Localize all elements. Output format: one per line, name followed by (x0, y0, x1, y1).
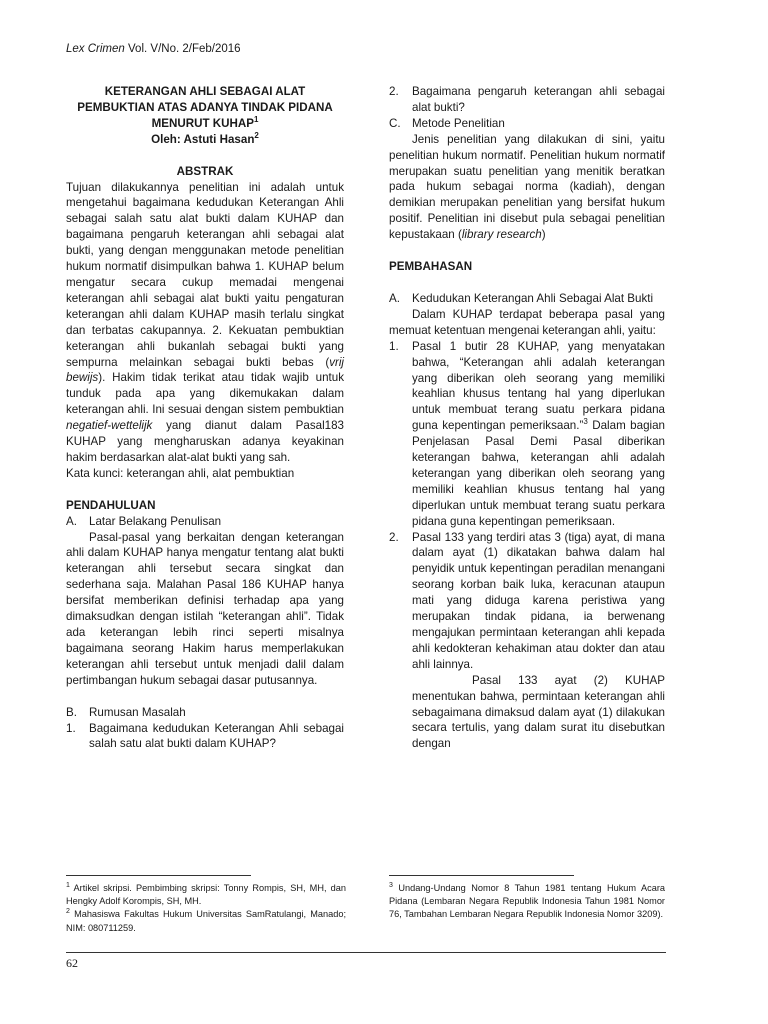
discussion-sub-a: A. Kedudukan Keterangan Ahli Sebagai Alat Bukti (389, 291, 654, 305)
intro-sub-a: A. Latar Belakang Penulisan (66, 514, 222, 528)
footnote-marker-3: 3 (583, 417, 588, 427)
title-footnote-marker: 1 (253, 114, 259, 124)
discussion-item-2-cont: Pasal 133 ayat (2) KUHAP menentukan bahwa, permintaan keterangan ahli sebagaimana dimaksud dalam ayat (1) dilakukan secara tertulis, yang dalam surat itu disebutkan dengan (412, 673, 665, 751)
question-2: 2. Bagaimana pengaruh keterangan ahli sebagai alat bukti? (389, 85, 665, 114)
discussion-item-1: 1. Pasal 1 butir 28 KUHAP, yang menyatakan bahwa, “Keterangan ahli adalah keterangan yang diberikan oleh seorang yang memiliki keahlian khusus tentang hal yang diperlukan untuk membuat terang suatu perkara pidana guna kepentingan pemeriksaan.”$^3$ Dalam bagian Penjelasan Pasal Demi Pasal diberikan keterangan bahwa, keterangan ahli adalah keterangan yang diberikan oleh seorang yang memiliki keahlian khusus tentang hal yang diperlukan untuk membuat terang suatu perkara pidana guna kepentingan pemeriksaan. (389, 339, 665, 528)
intro-paragraph: Pasal-pasal yang berkaitan dengan keterangan ahli dalam KUHAP hanya mengatur tentang alat bukti keterangan ahli tersebut secara singkat dan sederhana saja. Malahan Pasal 186 KUHAP hanya bersifat memberikan definisi terhadap apa yang dimaksudkan dengan istilah “keterangan ahli”. Tidak ada keterangan lebih rinci seperti misalnya bagaimana seorang Hakim harus memperlakukan keterangan ahli tersebut untuk menjadi dalil dalam pertimbangan hukum sebagai dasar putusannya. (66, 530, 344, 687)
intro-sub-b: B. Rumusan Masalah (66, 705, 186, 719)
intro-heading: PENDAHULUAN (66, 498, 156, 512)
discussion-paragraph: Dalam KUHAP terdapat beberapa pasal yang memuat ketentuan mengenai keterangan ahli, yaitu: (389, 307, 665, 337)
article-title: KETERANGAN AHLI SEBAGAI ALAT PEMBUKTIAN ATAS ADANYA TINDAK PIDANA MENURUT KUHAP$^1$ (77, 85, 333, 130)
journal-header (66, 43, 241, 55)
footnote-2: $^2$ Mahasiswa Fakultas Hukum Universitas SamRatulangi, Manado; NIM: 080711259. (66, 908, 347, 933)
footnote-1: $^1$ Artikel skripsi. Pembimbing skripsi: Tonny Rompis, SH, MH, dan Hengky Adolf Korompis, SH, MH. (66, 881, 346, 907)
left-column (66, 84, 344, 752)
author-footnote-marker: 2 (254, 130, 259, 140)
page-number: 62 (66, 956, 78, 970)
footnote-3: $^3$ Undang-Undang Nomor 8 Tahun 1981 tentang Hukum Acara Pidana (Lembaran Negara Republik Indonesia Tahun 1981 Nomor 76, Tambahan Lembaran Negara Republik Indonesia Nomor 3209). (389, 881, 665, 920)
footnotes-left (66, 882, 346, 935)
article-author: Oleh: Astuti Hasan$^2$ (151, 130, 259, 146)
keywords: Kata kunci: keterangan ahli, alat pembuktian (66, 466, 295, 480)
question-1: 1. Bagaimana kedudukan Keterangan Ahli sebagai salah satu alat bukti dalam KUHAP? (66, 721, 344, 751)
discussion-heading: PEMBAHASAN (389, 260, 473, 274)
footnote-rule-left (66, 875, 251, 876)
method-paragraph: Jenis penelitian yang dilakukan di sini, yaitu penelitian hukum normatif. Penelitian hukum normatif merupakan suatu penelitian yang menitik beratkan pada hukum sebagai norma (kadiah), dengan demikian merupakan penelitian yang bersifat hukum positif. Penelitian ini disebut pula sebagai penelitian kepustakaan (library research) (389, 132, 665, 242)
journal-issue: Vol. V/No. 2/Feb/2016 (128, 43, 241, 55)
footnote-rule-right (389, 875, 574, 876)
intro-sub-c: C. Metode Penelitian (389, 116, 505, 130)
footnotes-right (389, 882, 665, 922)
abstract-text: Tujuan dilakukannya penelitian ini adalah untuk mengetahui bagaimana kedudukan Keterangan Ahli sebagai salah satu alat bukti dalam KUHAP dan bagaimana pengaruh keterangan ahli sebagai alat bukti, yang dengan menggunakan metode penelitian hukum normatif disimpulkan bahwa 1. KUHAP belum mengatur secara cukup memadai mengenai keterangan ahli sebagai alat bukti yaitu pengaturan keterangan ahli dalam KUHAP masih terlalu singkat dan terbatas cakupannya. 2. Kekuatan pembuktian keterangan ahli bukanlah sebagai bukti yang sempurna melainkan sebagai bukti bebas (vrij bewijs). Hakim tidak terikat atau tidak wajib untuk tunduk pada apa yang dikemukakan dalam keterangan ahli. Ini sesuai dengan sistem pembuktian negatief-wettelijk yang dianut dalam Pasal183 KUHAP yang mengharuskan adanya keyakinan hakim berdasarkan alat-alat bukti yang sah. (66, 180, 344, 464)
footer-rule (66, 952, 666, 953)
right-column (389, 84, 665, 752)
abstract-heading: ABSTRAK (176, 164, 234, 178)
discussion-item-2: 2. Pasal 133 yang terdiri atas 3 (tiga) ayat, di mana dalam ayat (1) dikatakan bahwa dalam hal penyidik untuk kepentingan peradilan menangani seorang korban baik luka, keracunan ataupun mati yang diduga karena peristiwa yang merupakan tindak pidana, ia berwenang mengajukan permintaan keterangan ahli kepada ahli kedokteran kehakiman atau dokter dan atau ahli lainnya. (389, 530, 665, 671)
journal-name: Lex Crimen (66, 43, 125, 55)
